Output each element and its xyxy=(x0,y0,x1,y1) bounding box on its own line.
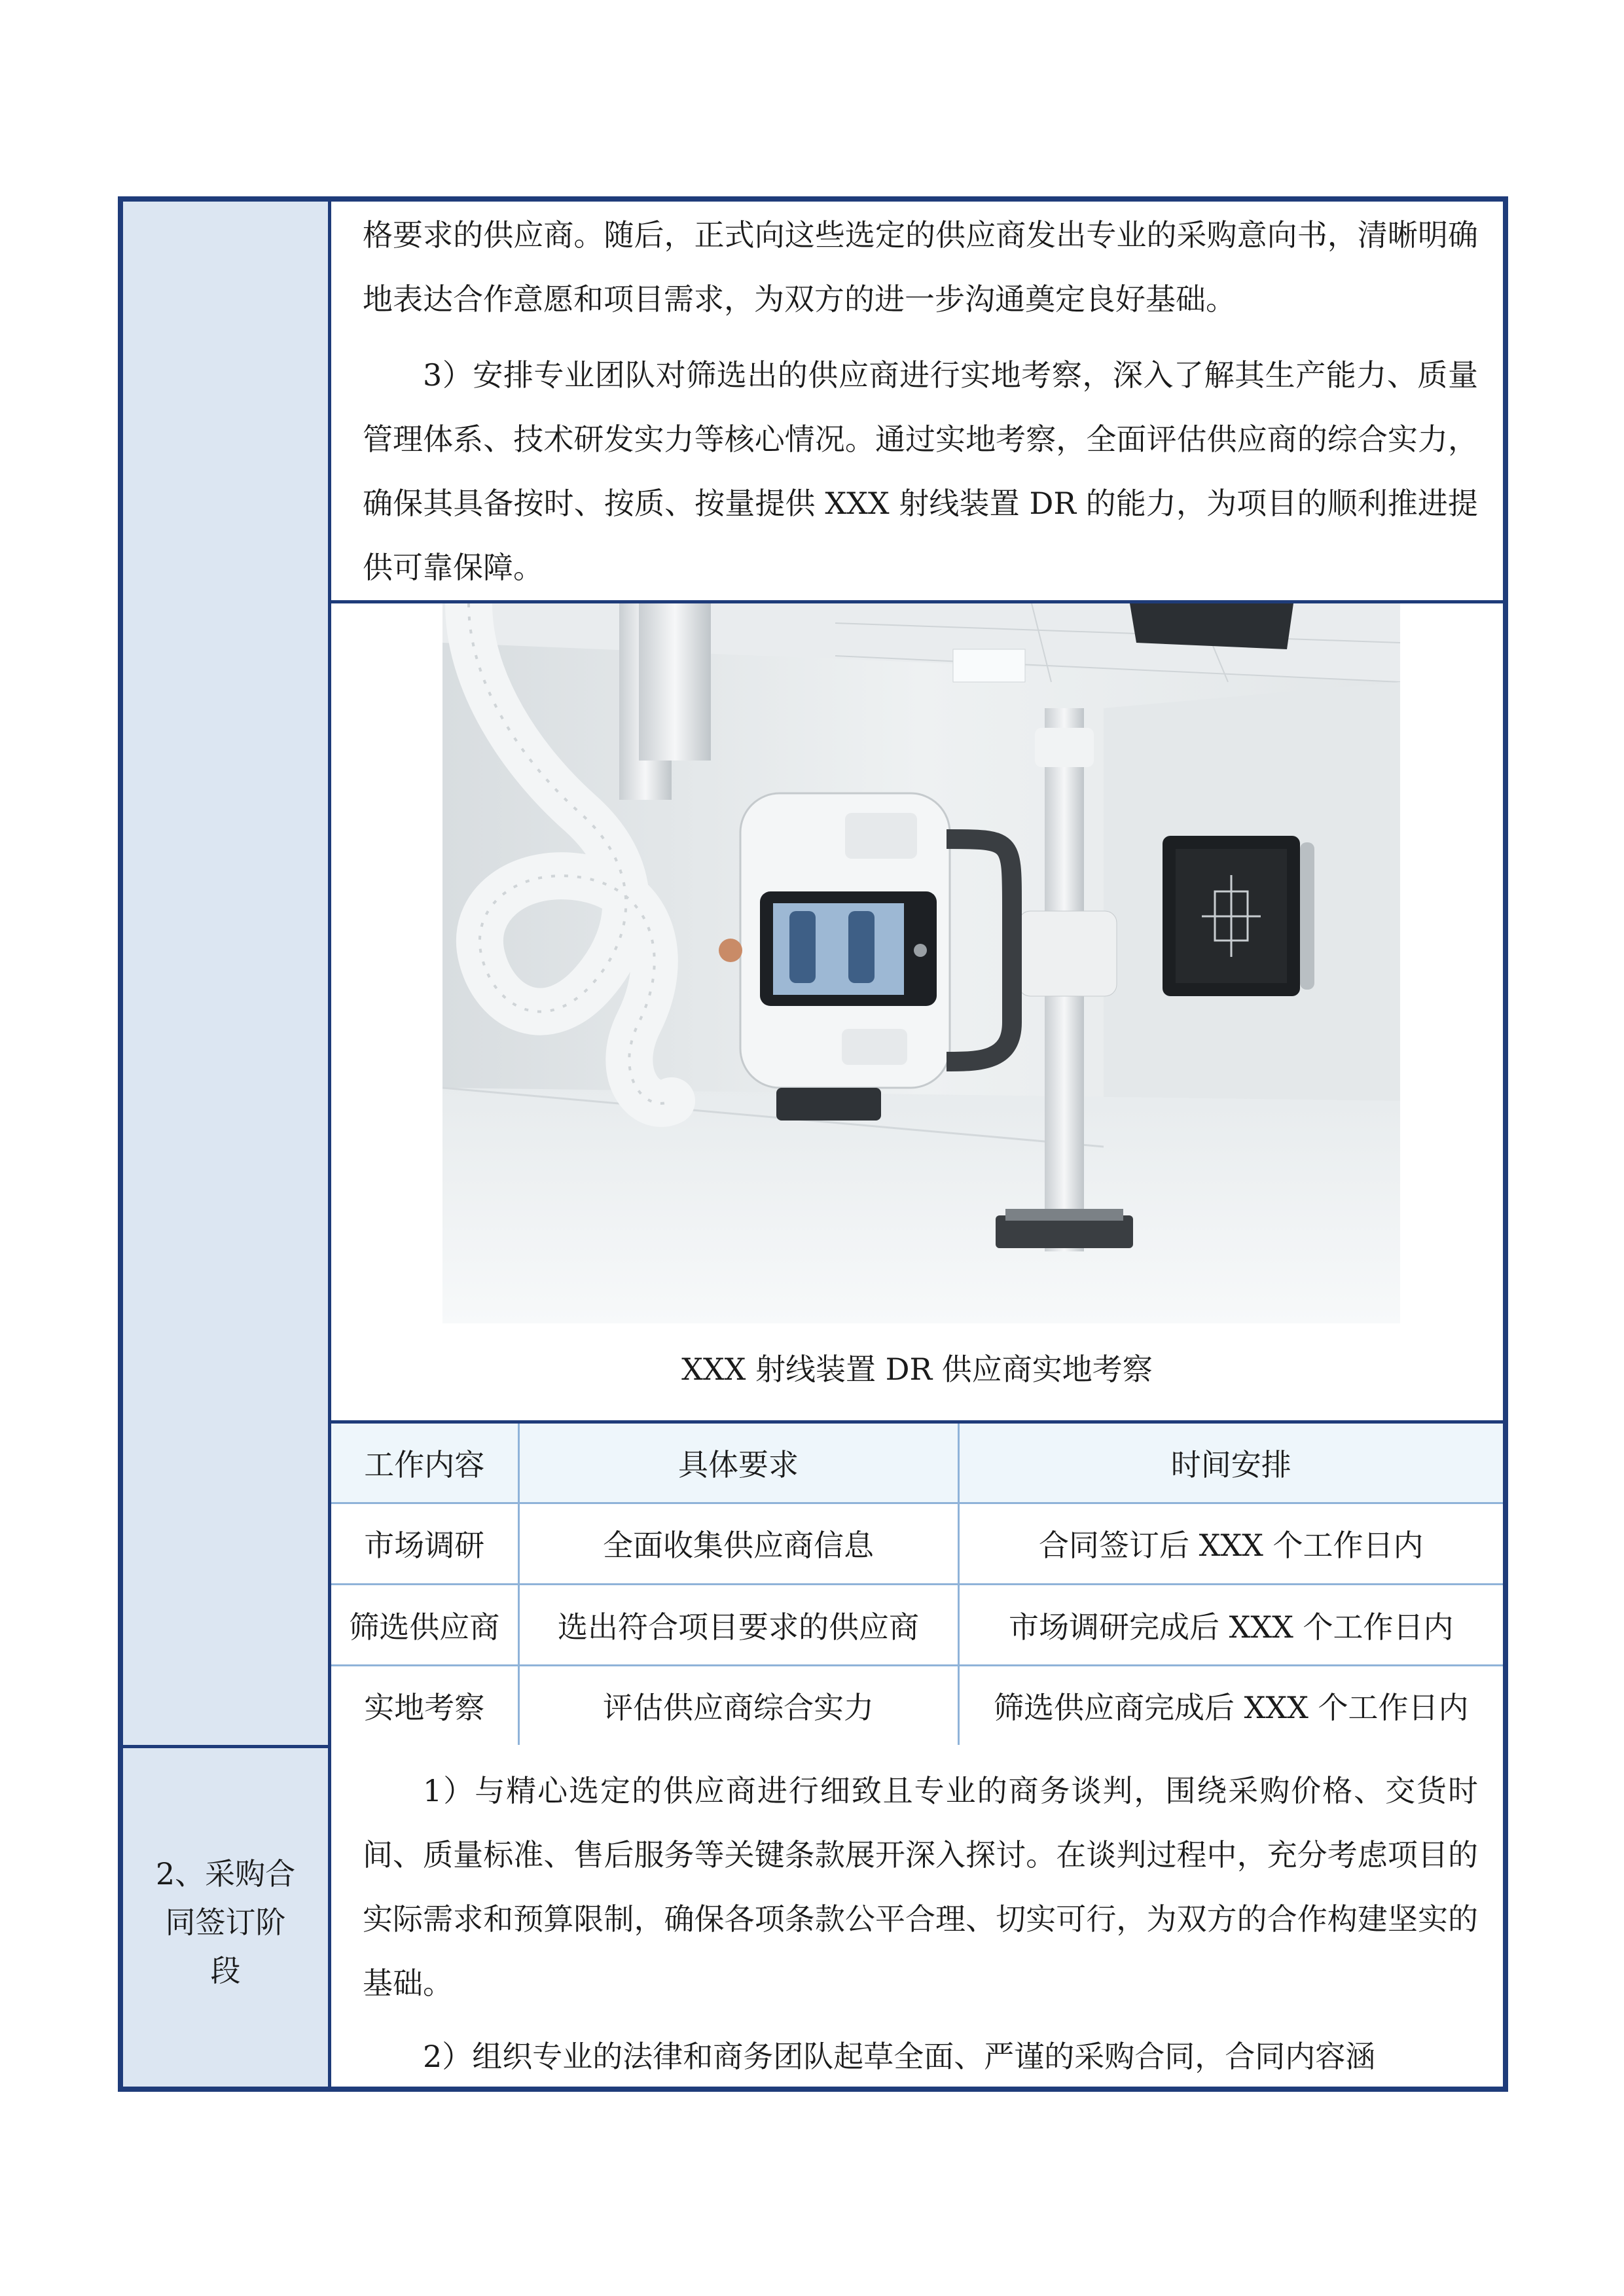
table-header-cell: 具体要求 xyxy=(518,1424,958,1503)
table-cell: 实地考察 xyxy=(331,1666,518,1745)
table-row xyxy=(331,1584,1503,1665)
table-cell: 选出符合项目要求的供应商 xyxy=(518,1584,958,1665)
table-cell: 市场调研完成后 XXX 个工作日内 xyxy=(958,1584,1503,1665)
stage-divider xyxy=(123,1745,331,1748)
table-cell: 市场调研 xyxy=(331,1503,518,1584)
contract-stage-text xyxy=(331,1748,1503,2087)
table-cell: 评估供应商综合实力 xyxy=(518,1666,958,1745)
stage-label-line: 同签订阶 xyxy=(165,1905,286,1940)
table-header-row xyxy=(331,1424,1503,1503)
figure-block xyxy=(331,603,1503,1424)
figure-caption: XXX 射线装置 DR 供应商实地考察 xyxy=(681,1352,1153,1387)
document-table xyxy=(118,196,1508,2092)
schedule-table xyxy=(331,1424,1503,1745)
table-cell: 全面收集供应商信息 xyxy=(518,1503,958,1584)
supplier-selection-text xyxy=(331,202,1503,603)
stage-label-line: 段 xyxy=(210,1953,241,1988)
table-row xyxy=(331,1503,1503,1584)
stage-column xyxy=(123,202,331,2087)
paragraph-continued: 格要求的供应商。随后，正式向这些选定的供应商发出专业的采购意向书，清晰明确地表达合作意愿和项目需求，为双方的进一步沟通奠定良好基础。 xyxy=(363,217,1478,317)
table-row xyxy=(331,1666,1503,1745)
table-cell: 合同签订后 XXX 个工作日内 xyxy=(958,1503,1503,1584)
table-cell: 筛选供应商完成后 XXX 个工作日内 xyxy=(958,1666,1503,1745)
stage-label-procurement-contract xyxy=(123,1850,328,1995)
table-header-cell: 时间安排 xyxy=(958,1424,1503,1503)
table-cell: 筛选供应商 xyxy=(331,1584,518,1665)
paragraph-site-inspection: 3）安排专业团队对筛选出的供应商进行实地考察，深入了解其生产能力、质量管理体系、技术研发实力等核心情况。通过实地考察，全面评估供应商的综合实力，确保其具备按时、按质、按量提供 XXX 射线装置 DR 的能力，为项目的顺利推进提供可靠保障。 xyxy=(363,357,1478,585)
paragraph-contract-drafting: 2）组织专业的法律和商务团队起草全面、严谨的采购合同，合同内容涵 xyxy=(423,2039,1376,2074)
table-header-cell: 工作内容 xyxy=(331,1424,518,1503)
paragraph-negotiation: 1）与精心选定的供应商进行细致且专业的商务谈判，围绕采购价格、交货时间、质量标准、售后服务等关键条款展开深入探讨。在谈判过程中，充分考虑项目的实际需求和预算限制，确保各项条款公平合理、切实可行，为双方的合作构建坚实的基础。 xyxy=(363,1773,1478,2001)
stage-label-line: 2、采购合 xyxy=(155,1856,296,1892)
dr-equipment-photo xyxy=(442,603,1400,1323)
